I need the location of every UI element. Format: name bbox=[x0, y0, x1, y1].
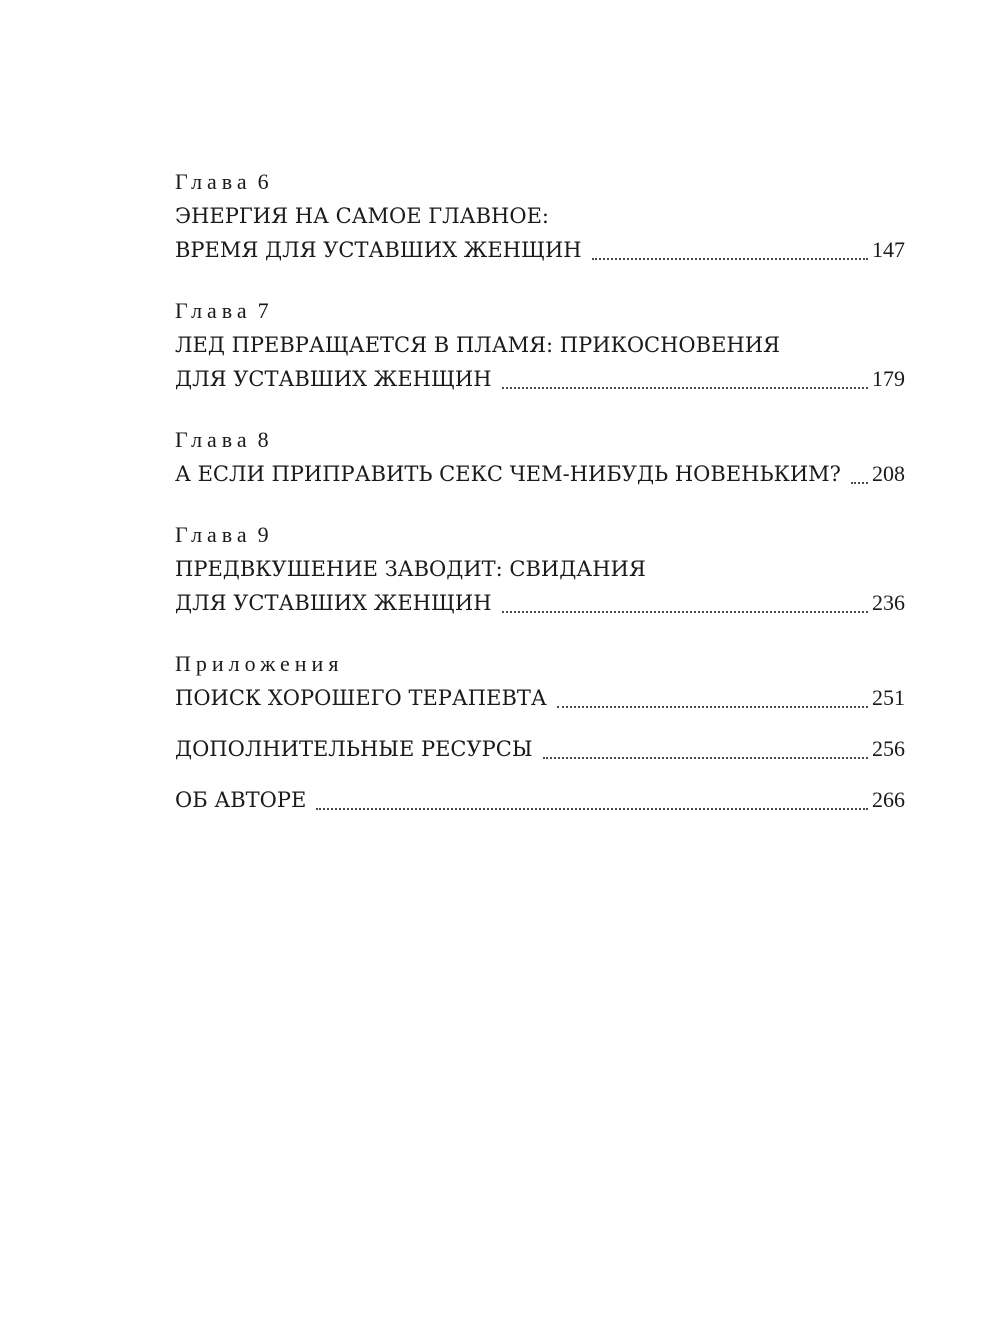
dot-leader bbox=[543, 757, 868, 759]
chapter-number: 9 bbox=[257, 522, 269, 547]
table-of-contents bbox=[175, 165, 905, 817]
toc-leader-line[interactable] bbox=[175, 732, 905, 766]
toc-entry-appendices bbox=[175, 647, 905, 817]
page-number: 251 bbox=[872, 685, 905, 710]
chapter-label bbox=[175, 423, 905, 457]
page-number: 256 bbox=[872, 736, 905, 761]
appendices-label: Приложения bbox=[175, 651, 344, 676]
spacer bbox=[175, 766, 905, 783]
toc-entry-chapter-8 bbox=[175, 423, 905, 491]
chapter-label-text: Глава bbox=[175, 169, 252, 194]
dot-leader bbox=[502, 387, 868, 389]
page-number: 147 bbox=[872, 237, 905, 262]
spacer bbox=[175, 267, 905, 294]
dot-leader bbox=[851, 482, 868, 484]
chapter-number: 8 bbox=[257, 427, 269, 452]
spacer bbox=[175, 491, 905, 518]
page-number: 179 bbox=[872, 366, 905, 391]
toc-leader-line[interactable] bbox=[175, 233, 905, 267]
chapter-title-line-2: ДЛЯ УСТАВШИХ ЖЕНЩИН bbox=[175, 367, 492, 391]
dot-leader bbox=[557, 706, 868, 708]
appendix-title: ДОПОЛНИТЕЛЬНЫЕ РЕСУРСЫ bbox=[175, 737, 533, 761]
dot-leader bbox=[502, 611, 868, 613]
spacer bbox=[175, 715, 905, 732]
chapter-title-line-1: ЛЕД ПРЕВРАЩАЕТСЯ В ПЛАМЯ: ПРИКОСНОВЕНИЯ bbox=[175, 333, 780, 357]
chapter-label bbox=[175, 294, 905, 328]
chapter-label-text: Глава bbox=[175, 427, 252, 452]
chapter-number: 7 bbox=[257, 298, 269, 323]
chapter-number: 6 bbox=[257, 169, 269, 194]
chapter-label-text: Глава bbox=[175, 522, 252, 547]
appendix-title: ПОИСК ХОРОШЕГО ТЕРАПЕВТА bbox=[175, 686, 547, 710]
page-number: 236 bbox=[872, 590, 905, 615]
page-number: 266 bbox=[872, 787, 905, 812]
appendix-title: ОБ АВТОРЕ bbox=[175, 788, 307, 812]
dot-leader bbox=[592, 258, 868, 260]
toc-leader-line[interactable] bbox=[175, 783, 905, 817]
toc-entry-chapter-7 bbox=[175, 294, 905, 396]
toc-leader-line[interactable] bbox=[175, 457, 905, 491]
chapter-title-line-2: ВРЕМЯ ДЛЯ УСТАВШИХ ЖЕНЩИН bbox=[175, 238, 582, 262]
toc-entry-chapter-6 bbox=[175, 165, 905, 267]
chapter-title-line-2: ДЛЯ УСТАВШИХ ЖЕНЩИН bbox=[175, 591, 492, 615]
toc-leader-line[interactable] bbox=[175, 362, 905, 396]
chapter-label bbox=[175, 165, 905, 199]
spacer bbox=[175, 396, 905, 423]
toc-entry-chapter-9 bbox=[175, 518, 905, 620]
chapter-title-line-1: ЭНЕРГИЯ НА САМОЕ ГЛАВНОЕ: bbox=[175, 204, 549, 228]
toc-leader-line[interactable] bbox=[175, 586, 905, 620]
chapter-title-line-1: ПРЕДВКУШЕНИЕ ЗАВОДИТ: СВИДАНИЯ bbox=[175, 557, 646, 581]
spacer bbox=[175, 620, 905, 647]
chapter-label-text: Глава bbox=[175, 298, 252, 323]
chapter-label bbox=[175, 518, 905, 552]
page-number: 208 bbox=[872, 461, 905, 486]
dot-leader bbox=[316, 808, 868, 810]
toc-leader-line[interactable] bbox=[175, 681, 905, 715]
chapter-title-line-1: А ЕСЛИ ПРИПРАВИТЬ СЕКС ЧЕМ-НИБУДЬ НОВЕНЬКИМ? bbox=[175, 462, 841, 486]
